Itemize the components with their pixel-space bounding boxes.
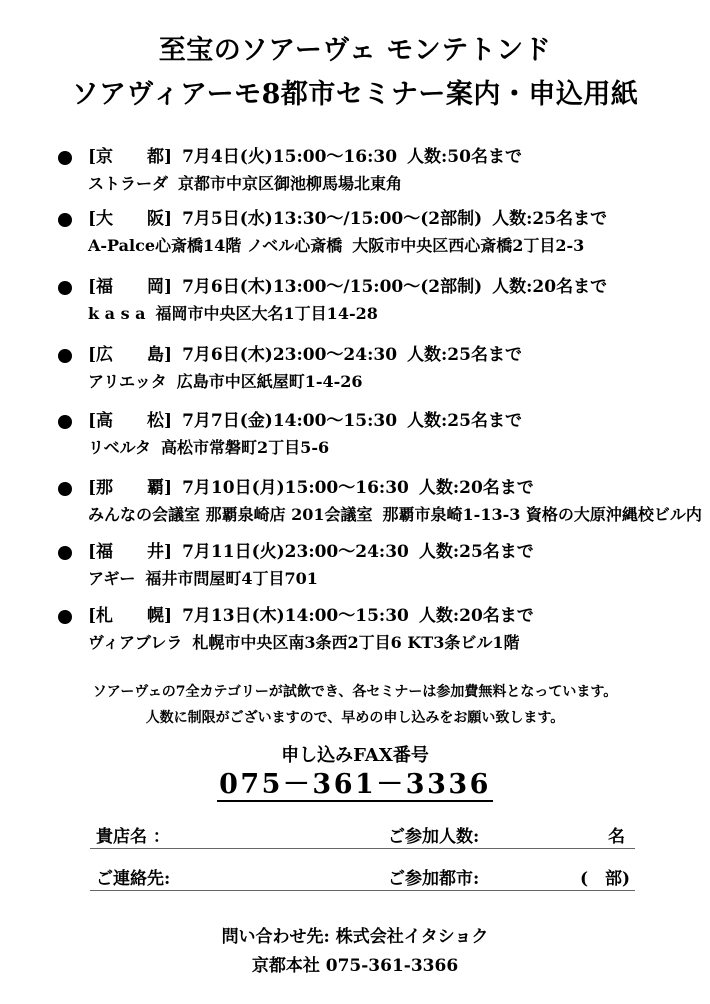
city-unit: ( 部) <box>580 869 631 889</box>
seminar-city: 那 覇 <box>96 478 165 498</box>
store-name-label: 貴店名 ： <box>96 827 170 847</box>
seminar-date: 7月5日(水)13:30～/15:00～(2部制) <box>182 209 483 229</box>
seminar-address: 大阪市中央区西心斎橋2丁目2-3 <box>352 236 585 255</box>
seminar-capacity: 人数:20名まで <box>418 606 534 626</box>
seminar-schedule: [高 松] 7月7日(金)14:00～15:30 人数:25名まで <box>88 411 522 431</box>
seminar-capacity: 人数:50名まで <box>407 147 522 167</box>
seminar-date: 7月11日(火)23:00～24:30 <box>182 542 409 562</box>
contact-label: ご連絡先: <box>96 869 171 889</box>
inquiry-company: 問い合わせ先: 株式会社イタショク <box>221 927 489 947</box>
seminar-capacity: 人数:20名まで <box>492 277 608 297</box>
bullet-icon <box>58 610 72 624</box>
seminar-date: 7月4日(火)15:00～16:30 <box>182 147 398 167</box>
seminar-venue: ヴィアブレラ <box>88 633 183 652</box>
seminar-address: 札幌市中央区南3条西2丁目6 KT3条ビル1階 <box>192 633 520 652</box>
page-title: 至宝のソアーヴェ モンテトンド <box>158 35 552 66</box>
seminar-city: 高 松 <box>96 411 165 431</box>
seminar-date: 7月6日(木)23:00～24:30 <box>182 345 398 365</box>
seminar-address: 高松市常磐町2丁目5-6 <box>161 438 330 457</box>
seminar-date: 7月13日(木)14:00～15:30 <box>182 606 409 626</box>
seminar-schedule: [福 岡] 7月6日(木)13:00～/15:00～(2部制) 人数:20名まで <box>88 277 608 297</box>
seminar-schedule: [那 覇] 7月10日(月)15:00～16:30 人数:20名まで <box>88 478 534 498</box>
seminar-capacity: 人数:25名まで <box>418 542 534 562</box>
bullet-icon <box>58 213 72 227</box>
seminar-capacity: 人数:25名まで <box>407 345 522 365</box>
page-subtitle: ソアヴィアーモ8都市セミナー案内・申込用紙 <box>71 79 639 110</box>
fax-number-text: 075－361－3336 <box>219 769 491 800</box>
seminar-venue: A-Palce心斎橋14階 ノベル心斎橋 <box>88 236 343 255</box>
fax-label: 申し込みFAX番号 <box>281 745 429 766</box>
form-row-store[interactable] <box>90 820 635 849</box>
seminar-address: 福岡市中央区大名1丁目14-28 <box>155 304 378 323</box>
seminar-location <box>88 235 584 257</box>
seminar-address: 広島市中区紙屋町1-4-26 <box>176 372 363 391</box>
seminar-capacity: 人数:20名まで <box>418 478 534 498</box>
bullet-icon <box>58 151 72 165</box>
seminar-schedule: [福 井] 7月11日(火)23:00～24:30 人数:25名まで <box>88 542 534 562</box>
seminar-schedule: [広 島] 7月6日(木)23:00～24:30 人数:25名まで <box>88 345 522 365</box>
seminar-schedule: [京 都] 7月4日(火)15:00～16:30 人数:50名まで <box>88 147 522 167</box>
seminar-capacity: 人数:25名まで <box>407 411 522 431</box>
note-line-2: 人数に制限がございますので、早めの申し込みをお願い致します。 <box>145 710 565 726</box>
seminar-location <box>88 303 378 325</box>
inquiry-phone: 京都本社 075-361-3366 <box>251 956 459 976</box>
seminar-capacity: 人数:25名まで <box>492 209 608 229</box>
seminar-address: 京都市中京区御池柳馬場北東角 <box>178 174 403 193</box>
seminar-address: 福井市問屋町4丁目701 <box>145 569 318 588</box>
seminar-venue: k a s a <box>88 304 146 323</box>
seminar-date: 7月6日(木)13:00～/15:00～(2部制) <box>182 277 483 297</box>
fax-number <box>0 768 710 802</box>
bullet-icon <box>58 482 72 496</box>
seminar-location <box>88 173 402 195</box>
bullet-icon <box>58 281 72 295</box>
form-row-contact[interactable] <box>90 862 635 891</box>
seminar-location <box>88 568 318 590</box>
seminar-city: 大 阪 <box>96 209 165 229</box>
seminar-schedule: [札 幌] 7月13日(木)14:00～15:30 人数:20名まで <box>88 606 534 626</box>
seminar-location <box>88 437 329 459</box>
seminar-date: 7月10日(月)15:00～16:30 <box>182 478 409 498</box>
note-line-1: ソアーヴェの7全カテゴリーが試飲でき、各セミナーは参加費無料となっています。 <box>92 684 618 700</box>
attendees-unit: 名 <box>608 827 625 847</box>
seminar-location <box>88 632 519 654</box>
seminar-venue: リベルタ <box>88 438 152 457</box>
seminar-schedule: [大 阪] 7月5日(水)13:30～/15:00～(2部制) 人数:25名まで <box>88 209 608 229</box>
bullet-icon <box>58 349 72 363</box>
seminar-date: 7月7日(金)14:00～15:30 <box>182 411 398 431</box>
seminar-city: 福 井 <box>96 542 165 562</box>
seminar-location <box>88 504 702 526</box>
seminar-city: 福 岡 <box>96 277 165 297</box>
seminar-venue: ストラーダ <box>88 174 169 193</box>
seminar-location <box>88 371 363 393</box>
seminar-city: 広 島 <box>96 345 165 365</box>
bullet-icon <box>58 546 72 560</box>
seminar-venue: アギー <box>88 569 136 588</box>
attendees-label: ご参加人数: <box>388 827 480 847</box>
seminar-city: 京 都 <box>96 147 165 167</box>
city-label: ご参加都市: <box>388 869 480 889</box>
bullet-icon <box>58 415 72 429</box>
seminar-venue: アリエッタ <box>88 372 167 391</box>
seminar-city: 札 幌 <box>96 606 165 626</box>
seminar-venue: みんなの会議室 那覇泉崎店 201会議室 <box>88 505 373 524</box>
seminar-address: 那覇市泉崎1-13-3 資格の大原沖縄校ビル内 <box>382 505 702 524</box>
